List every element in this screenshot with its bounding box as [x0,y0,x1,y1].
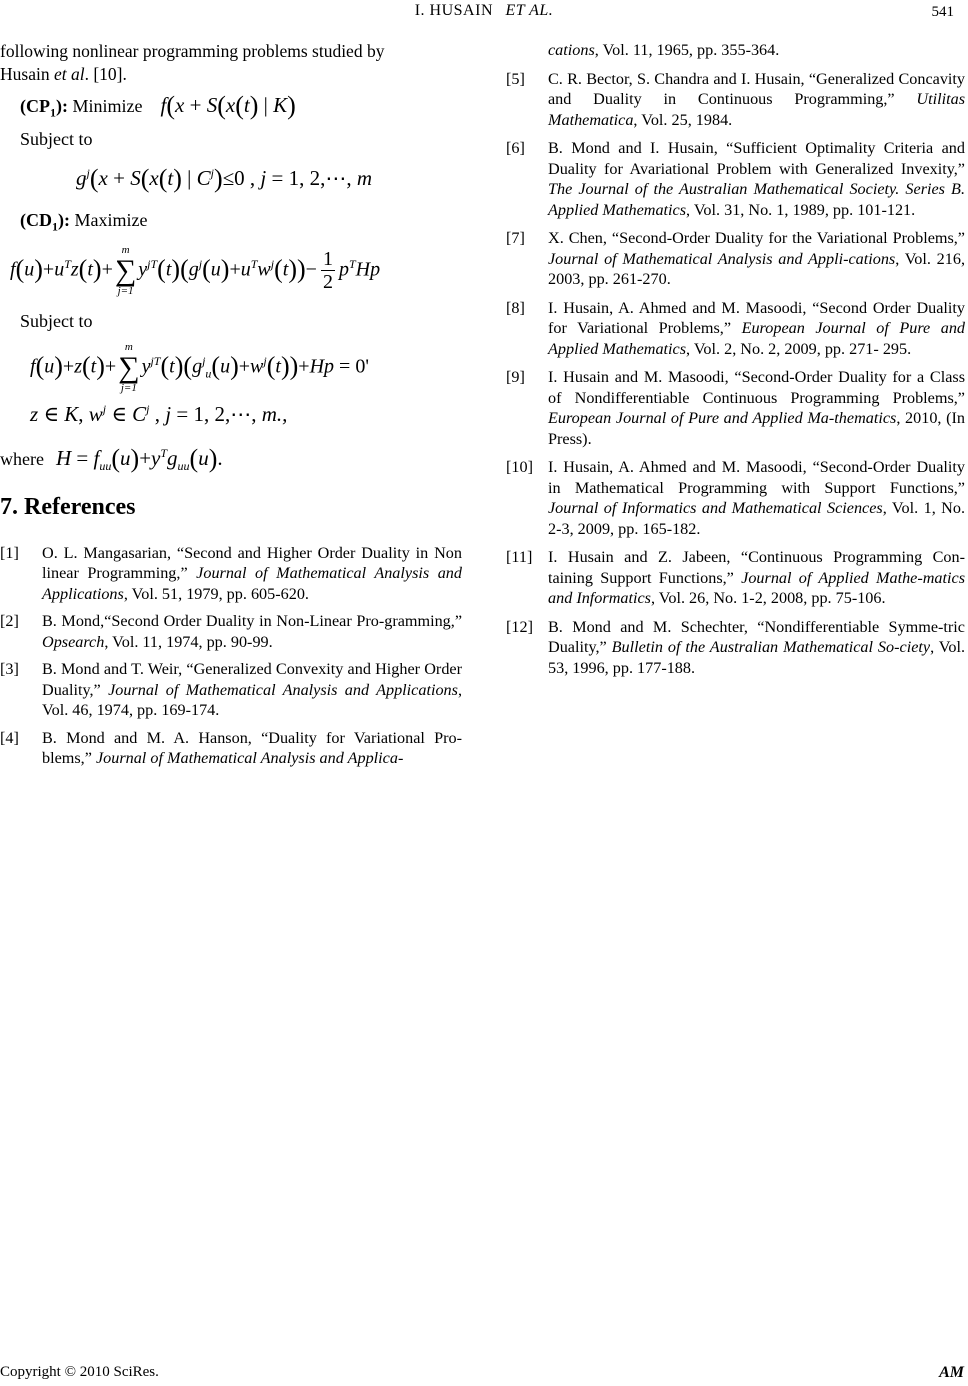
intro-etal: et al [53,64,85,84]
cp1-heading-row [20,91,462,123]
reference-4-continued: cations, Vol. 11, 1965, pp. 355-364. [548,41,780,59]
right-column [506,40,965,678]
intro-citation: . [10]. [84,64,127,84]
cp1-action: Minimize [72,96,143,116]
where-definition [0,444,462,476]
reference-4: [4] B. Mond and M. A. Hanson, “Duality for Variational Pro-blems,” Journal of Mathematical Analysis and Applica- [0,728,462,768]
cd1-constraint-1: f(u)+z(t)+ m ∑ j=1 $y^{jT}(t)(g^j_u(u)+w^j(t))+Hp = 0'$ [30,340,369,394]
footer-copyright: Copyright © 2010 SciRes. [0,1364,159,1380]
reference-9: [9] I. Husain and M. Masoodi, “Second-Order Duality for a Class of Nondifferentiable Continuous Programming Problems,” European Journal of Pure and Applied Ma-thematics, 2010, (In Press). [506,368,965,448]
reference-1: [1] O. L. Mangasarian, “Second and Higher Order Duality in Non linear Programming,” Journal of Mathematical Analysis and Applications, Vol. 51, 1979, pp. 605-620. [0,543,462,603]
intro-line-1: following nonlinear programming problems studied by [0,41,385,61]
cp1-subject-to: Subject to [20,129,93,149]
footer-journal: AM [939,1364,964,1381]
reference-2: [2] B. Mond,“Second Order Duality in Non-Linear Pro-gramming,” Opsearch, Vol. 11, 1974, pp. 90-99. [0,612,462,651]
header-author: I. HUSAIN [414,2,493,19]
running-header [0,2,968,20]
reference-12: [12] B. Mond and M. Schechter, “Nondifferentiable Symme-tric Duality,” Bulletin of the Australian Mathematical So-ciety, Vol. 53, 1996, pp. 177-188. [506,617,966,677]
cp1-objective: f(x + S(x(t) | K) [160,91,296,120]
header-etal: ET AL. [505,2,554,19]
hessian-definition: $H = f_{uu}(u)+y^Tg_{uu}(u)$. [55,443,223,473]
one-half-fraction: $\frac{1}{2}$ [322,248,333,294]
reference-11: [11] I. Husain and Z. Jabeen, “Continuous Programming Con-taining Support Functions,” Journal of Applied Mathe-matics and Informatics, Vol. 26, No. 1-2, 2008, pp. 75-106. [506,548,966,607]
cd1-objective: $f(u)+u^Tz(t)+$ m ∑ j=1 $y^{jT}(t)(g^j(u)+u^Tw^j(t))-$ $\frac{1}{2}$ $p^THp$ [10,243,381,297]
cp1-label: $(CP_1)$: Minimize [20,96,143,120]
reference-6: [6] B. Mond and I. Husain, “Sufficient Optimality Criteria and Duality for Avariational Problem with Generalized Invexity,” The Journal of the Australian Mathematical Society. Series B. Applied Mathematics, Vol. 31, No. 1, 1989, pp. 101-121. [506,139,965,219]
reference-5: [5] C. R. Bector, S. Chandra and I. Husain, “Generalized Concavity and Duality in Continuous Programming,” Utilitas Mathematica, Vol. 25, 1984. [506,69,965,129]
references-heading: 7. References [0,493,136,520]
reference-8: [8] I. Husain, A. Ahmed and M. Masoodi, “Second Order Duality for Variational Problems,” European Journal of Pure and Applied Mathematics, Vol. 2, No. 2, 2009, pp. 271- 295. [506,298,966,358]
cd1-action: Maximize [74,210,148,230]
reference-3: [3] B. Mond and T. Weir, “Generalized Convexity and Higher Order Duality,” Journal of Mathematical Analysis and Applications, Vol. 46, 1974, pp. 169-174. [0,660,462,720]
reference-7: [7] X. Chen, “Second-Order Duality for the Variational Problems,” Journal of Mathematical Analysis and Appli-cations, Vol. 216, 2003, pp. 261-270. [506,229,965,288]
intro-paragraph [0,40,462,86]
cd1-constraint-2: z ∈ K, $w^j$ ∈ $C^j$ , j = 1, 2,⋯, m., [30,401,288,426]
cd1-label: $(CD_1)$: Maximize [20,210,148,234]
left-column [0,40,462,769]
intro-line-2: Husain [0,64,50,84]
page-number: 541 [931,4,954,20]
references-list-left [0,543,462,769]
summation-symbol-2: m ∑ j=1 [118,340,140,394]
where-word: where [0,448,44,469]
cp1-constraint: $g^j(x + S(x(t)$ | $C^j)\le 0$ , j = 1, 2,⋯, m [76,164,373,193]
cd1-subject-to: Subject to [20,310,93,331]
reference-10: [10] I. Husain, A. Ahmed and M. Masoodi, “Second-Order Duality in Mathematical Programming with Support Functions,” Journal of Informatics and Mathematical Sciences, Vol. 1, No. 2-3, 2009, pp. 165-182. [506,458,966,538]
summation-symbol: m ∑ j=1 [114,243,137,297]
